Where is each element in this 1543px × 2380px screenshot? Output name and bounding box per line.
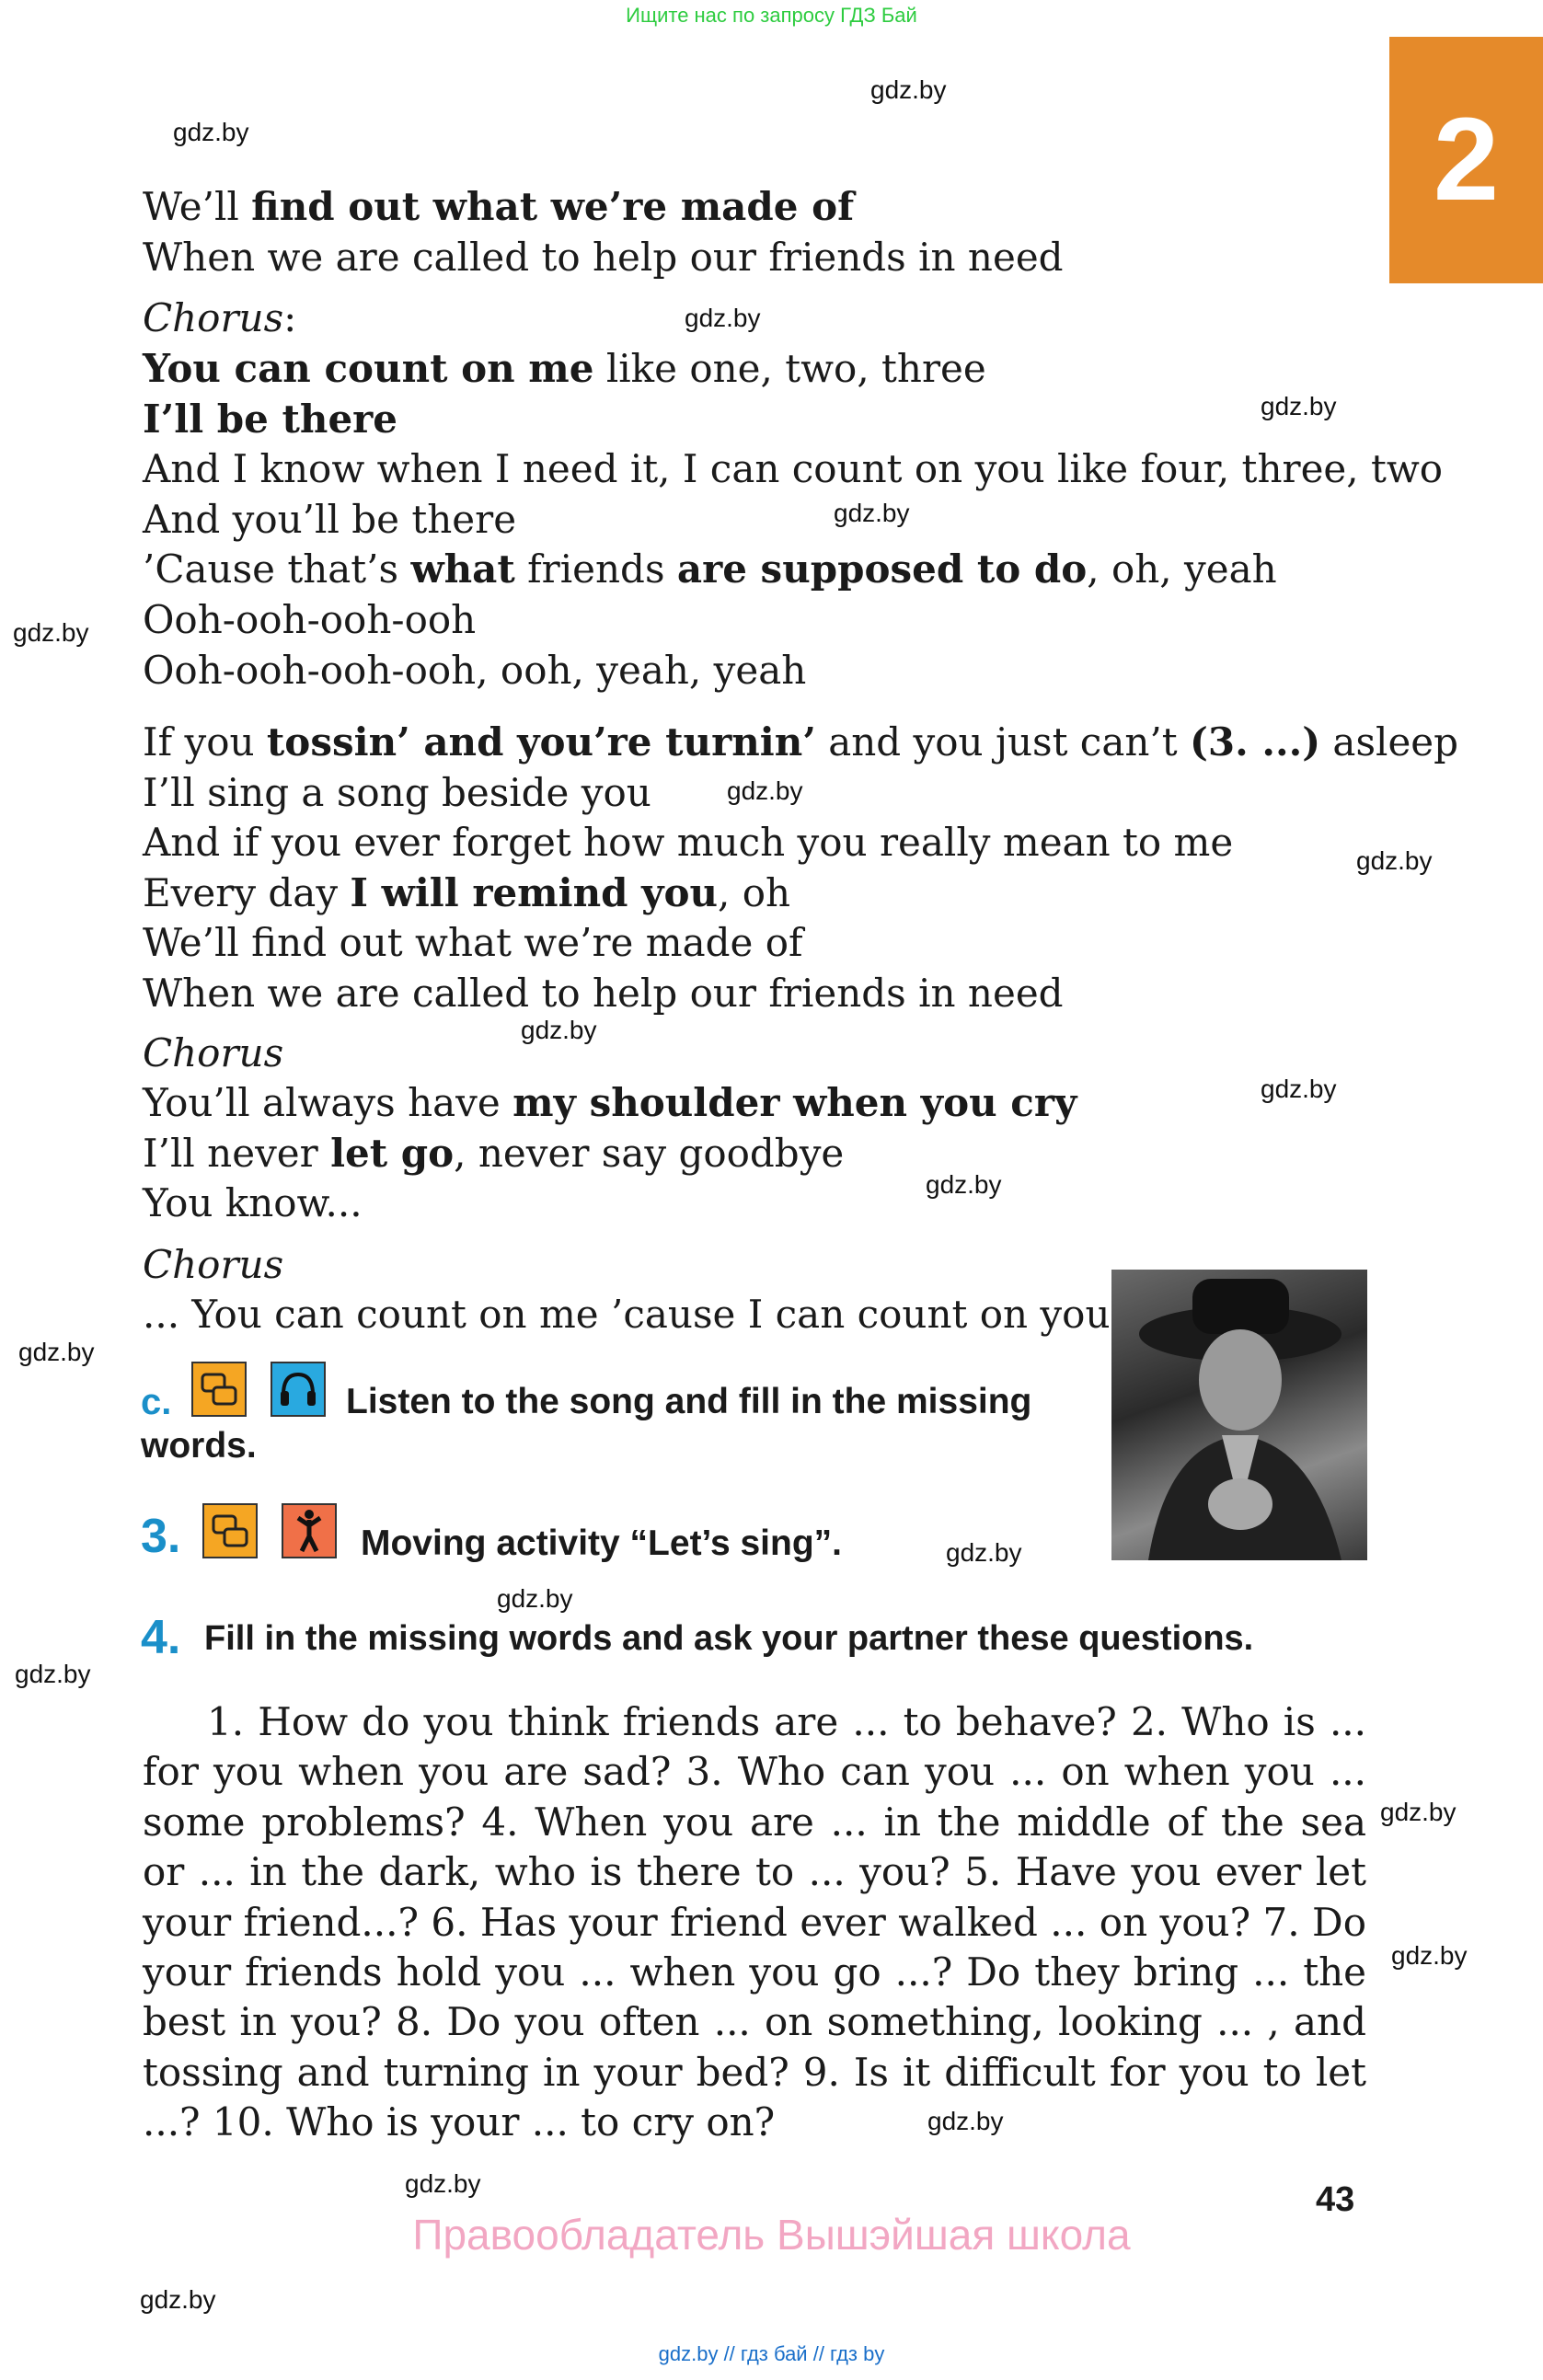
moving-activity-icon (282, 1503, 337, 1558)
group-work-icon (191, 1362, 247, 1417)
task-3-text: Moving activity “Let’s sing”. (361, 1523, 842, 1563)
rights-holder: Правообладатель Вышэйшая школа (412, 2211, 1131, 2259)
lyrics-phrase-bold: tossin’ and you’re turnin’ (266, 719, 816, 765)
watermark: gdz.by (1261, 392, 1337, 420)
watermark: gdz.by (18, 1338, 95, 1366)
lyrics-line (143, 768, 1394, 819)
unit-number: 2 (1433, 94, 1500, 225)
lyrics-phrase-bold: You can count on me (143, 346, 594, 391)
lyrics-phrase: And you’ll be there (143, 496, 517, 542)
task-c-text-line2: words. (141, 1426, 257, 1466)
lyrics-line (143, 395, 1394, 445)
watermark: gdz.by (946, 1538, 1022, 1567)
lyrics-phrase: When we are called to help our friends in need (143, 234, 1064, 280)
lyrics-line (143, 918, 1394, 969)
lyrics-line (143, 595, 1394, 646)
lyrics-phrase: We’ll find out what we’re made of (143, 920, 803, 966)
watermark: gdz.by (405, 2169, 481, 2198)
chorus-label: Chorus (143, 1030, 284, 1075)
lyrics-line (143, 1078, 1394, 1129)
lyrics-line (143, 495, 1394, 546)
task-c-letter: c. (141, 1382, 172, 1422)
lyrics-line (143, 545, 1394, 595)
lyrics-line (143, 1129, 1394, 1179)
chorus-label-2 (143, 1029, 1394, 1079)
lyrics-phrase-bold: my shoulder when you cry (512, 1080, 1077, 1125)
questions-text: 1. How do you think friends are ... to behave? 2. Who is ... for you when you are sad? 3. Who can you ... on when you ... some problems? 4. When you are ... in the middle of the sea or ... in the dark, who is there to ... you? 5. Have you ever let your friend...? 6. Has your friend ever walked ... on you? 7. Do your friends hold you ... when you go ...? Do they bring ... the best in you? 8. Do you often ... on something, looking ... , and tossing and turning in your bed? 9. Is it difficult for you to let ...? 10. Who is your ... to cry on? (143, 1699, 1366, 2145)
lyrics-phrase: ’Cause that’s (143, 546, 411, 592)
watermark: gdz.by (727, 776, 803, 805)
chorus-label-1 (143, 293, 1394, 344)
lyrics-line (143, 1179, 1394, 1229)
lyrics-phrase: Ooh-ooh-ooh-ooh (143, 596, 477, 642)
watermark: gdz.by (140, 2285, 216, 2314)
top-banner[interactable]: Ищите нас по запросу ГДЗ Бай (626, 4, 917, 27)
watermark: gdz.by (870, 75, 947, 104)
lyrics-phrase-bold: I will remind you (350, 869, 719, 915)
chorus-label: Chorus (143, 295, 284, 340)
lyrics-block-2 (143, 344, 1444, 696)
chorus-label: Chorus (143, 1242, 284, 1287)
lyrics-phrase: Ooh-ooh-ooh-ooh, ooh, yeah, yeah (143, 647, 807, 693)
unit-tab (1389, 37, 1543, 283)
watermark: gdz.by (1261, 1075, 1337, 1103)
lyrics-line (143, 969, 1394, 1019)
lyrics-line (143, 868, 1394, 919)
lyrics-line (143, 182, 1394, 233)
lyrics-phrase: And I know when I need it, I can count on you like four, three, two (143, 446, 1444, 492)
lyrics-phrase: Every day (143, 869, 351, 915)
lyrics-line (143, 444, 1444, 495)
lyrics-line (143, 344, 1394, 395)
watermark: gdz.by (13, 618, 89, 647)
task-c-text-line1: Listen to the song and fill in the missing (346, 1382, 1032, 1421)
lyrics-phrase: , never say goodbye (454, 1130, 845, 1176)
watermark: gdz.by (1380, 1798, 1457, 1826)
watermark: gdz.by (521, 1016, 597, 1044)
group-work-icon (202, 1503, 258, 1558)
singer-photo (1111, 1270, 1367, 1560)
lyrics-line (143, 818, 1394, 868)
lyrics-line: ... You can count on me ’cause I can count on you (143, 1292, 1111, 1337)
lyrics-phrase: friends (514, 546, 677, 592)
lyrics-phrase-bold: what (410, 546, 515, 592)
page-number: 43 (1316, 2180, 1355, 2219)
watermark: gdz.by (927, 2107, 1004, 2135)
watermark: gdz.by (173, 118, 249, 146)
lyrics-line (143, 646, 1394, 696)
chorus-colon: : (283, 295, 297, 340)
lyrics-phrase: , oh, yeah (1087, 546, 1277, 592)
headphones-icon (271, 1362, 326, 1417)
lyrics-phrase-bold: are supposed to do (676, 546, 1088, 592)
watermark: gdz.by (1356, 846, 1433, 875)
lyrics-phrase: You know... (143, 1180, 363, 1226)
lyrics-phrase-bold: I’ll be there (143, 396, 398, 442)
lyrics-line (143, 718, 1459, 768)
questions-paragraph (143, 1697, 1366, 2148)
lyrics-block-4 (143, 1078, 1394, 1229)
lyrics-phrase: , oh (718, 869, 791, 915)
lyrics-phrase: If you (143, 719, 267, 765)
lyrics-phrase: and you just can’t (815, 719, 1190, 765)
watermark: gdz.by (1391, 1941, 1468, 1970)
lyrics-phrase-bold: (3. ...) (1190, 719, 1321, 765)
lyrics-phrase: We’ll (143, 184, 252, 229)
lyrics-phrase: You’ll always have (143, 1080, 513, 1125)
lyrics-block-1 (143, 182, 1394, 282)
lyrics-phrase: And if you ever forget how much you really mean to me (143, 820, 1234, 866)
lyrics-phrase: I’ll sing a song beside you (143, 769, 651, 815)
watermark: gdz.by (497, 1584, 573, 1613)
watermark: gdz.by (685, 304, 761, 332)
watermark: gdz.by (834, 499, 910, 527)
lyrics-phrase: like one, two, three (593, 346, 986, 391)
lyrics-phrase-bold: find out what we’re made of (251, 184, 855, 229)
lyrics-line (143, 233, 1394, 283)
lyrics-phrase: asleep (1320, 719, 1459, 765)
singer-photo-art (1111, 1270, 1367, 1560)
footer-links[interactable]: gdz.by // гдз бай // гдз by (658, 2342, 885, 2365)
task-4-text: Fill in the missing words and ask your partner these questions. (204, 1619, 1254, 1658)
task-4-number: 4. (141, 1611, 181, 1664)
task-3-number: 3. (141, 1510, 181, 1563)
lyrics-phrase: I’ll never (143, 1130, 331, 1176)
watermark: gdz.by (926, 1170, 1002, 1199)
lyrics-phrase: When we are called to help our friends in need (143, 970, 1064, 1016)
watermark: gdz.by (15, 1660, 91, 1688)
lyrics-phrase-bold: let go (330, 1130, 455, 1176)
